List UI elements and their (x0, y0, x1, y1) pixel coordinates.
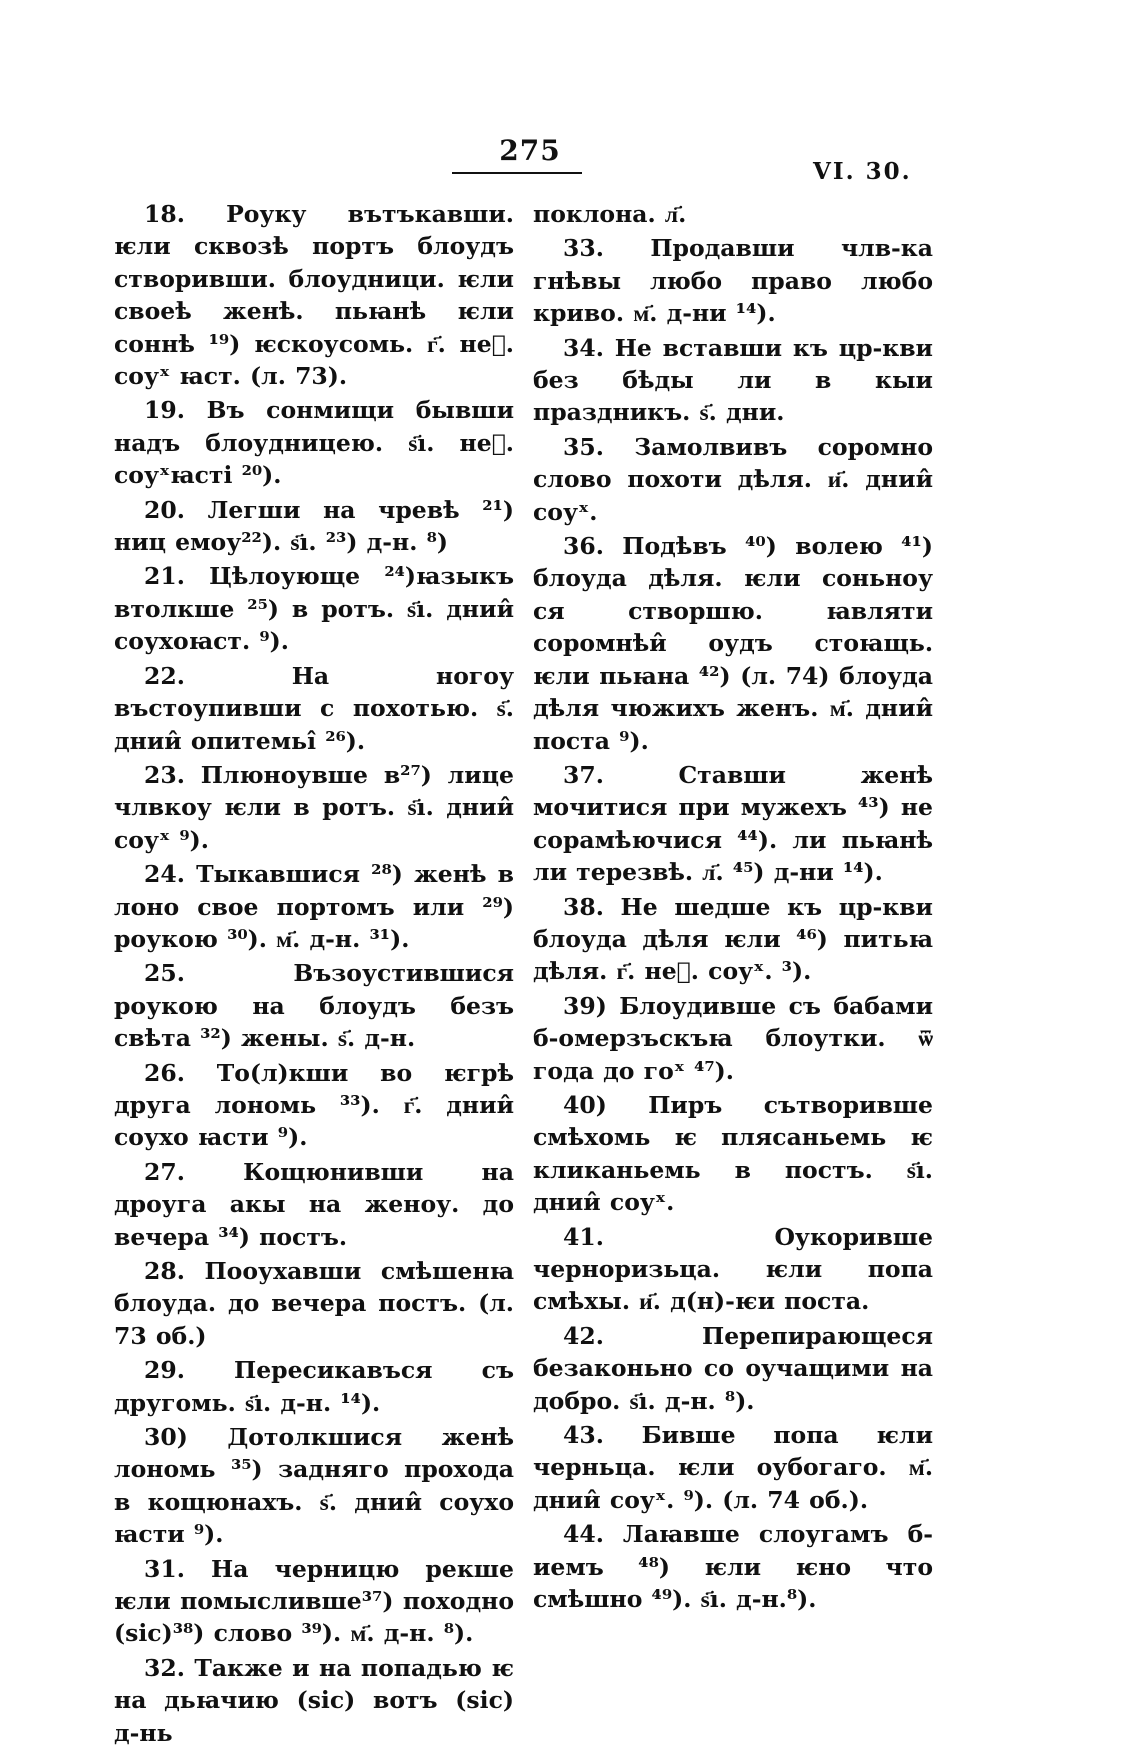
entry-32: 32. Также и на попадью ѥ на дьꙗчию (sic) вотъ (sic) д-нь (114, 1653, 514, 1747)
entry-37: 37. Ставши женѣ мочитися при мужехъ ⁴³) не сорамѣючися ⁴⁴). ли пьꙗнѣ ли терезвѣ. л҃. ⁴⁵) д-ни ¹⁴). (533, 760, 933, 887)
entry-22: 22. На ногоу въстоупивши с похотью. ѕ҃. днии̂ опитемьı̂ ²⁶). (114, 661, 514, 755)
entry-18: 18. Роуку вътъкавши. ѥли сквозѣ портъ блоудъ створивши. блоудници. ѥли своеѣ женѣ. пьꙗнѣ ѥли соннѣ ¹⁹) ѥскоусомь. г҃. неⷣ. соуˣ ꙗст. (л. 73). (114, 200, 514, 391)
page-number-rule (452, 172, 582, 174)
entry-32-continued: поклона. л҃. (533, 200, 687, 228)
entry-39: 39) Блоудивше съ бабами б-омерзъскъꙗ блоутки. ѿ года до гоˣ ⁴⁷). (533, 991, 933, 1085)
entry-38: 38. Не шедше къ цр-кви блоуда дѣля ѥли ⁴⁶) питьꙗ дѣля. г҃. неⷣ. соуˣ. ³). (533, 892, 933, 986)
entry-20: 20. Легши на чревѣ ²¹) ниц емоу²²). ѕ҃ı. ²³) д-н. ⁸) (114, 495, 514, 557)
entry-33: 33. Продавши члв-ка гнѣвы любо право любо криво. м҃. д-ни ¹⁴). (533, 234, 933, 328)
entry-43: 43. Бивше попа ѥли черньца. ѥли оубогаго. м҃. днии̂ соуˣ. ⁹). (л. 74 об.). (533, 1421, 933, 1514)
page-number: 275 (499, 134, 561, 167)
entry-42: 42. Перепирающеся безаконьно со оучащими на добро. ѕ҃ı. д-н. ⁸). (533, 1321, 933, 1415)
entry-21: 21. Цѣлоующе ²⁴)ꙗзыкъ втолкше ²⁵) в ротъ. ѕ҃ı. днии̂ соухоꙗст. ⁹). (114, 562, 514, 656)
entry-28: 28. Пооухавши смѣшенꙗ блоуда. до вечера постъ. (л. 73 об.) (114, 1257, 514, 1350)
entry-26: 26. То(л)кши во ѥгрѣ друга лономь ³³). г҃. днии̂ соухо ꙗсти ⁹). (114, 1058, 514, 1152)
entry-34: 34. Не вставши къ цр-кви без бѣды ли в кыи праздникъ. ѕ҃. дни. (533, 333, 933, 427)
running-head: VI. 30. (813, 158, 912, 185)
entry-31: 31. На черницю рекше ѥли помысливше³⁷) походно (sic)³⁸) слово ³⁹). м҃. д-н. ⁸). (114, 1554, 514, 1648)
entry-23: 23. Плюноувше в²⁷) лице члвкоу ѥли в ротъ. ѕ҃ı. днии̂ соуˣ ⁹). (114, 760, 514, 854)
entry-29: 29. Пересикавъся съ другомь. ѕ҃ı. д-н. ¹⁴). (114, 1356, 514, 1417)
entry-44: 44. Лаꙗвше слоугамъ б-иемъ ⁴⁸) ѥли ѥно что смѣшно ⁴⁹). ѕ҃ı. д-н.⁸). (533, 1520, 933, 1614)
entry-40: 40) Пиръ сътворивше смѣхомь ѥ плясаньемь ѥ кликаньемь в постъ. ѕ҃ı. днии̂ соуˣ. (533, 1090, 933, 1217)
entry-25: 25. Възоустившися роукою на блоудъ безъ свѣта ³²) жены. ѕ҃. д-н. (114, 959, 514, 1053)
entry-36: 36. Подѣвъ ⁴⁰) волею ⁴¹) блоуда дѣля. ѥли соньноу ся створшю. ꙗвляти соромнѣи̂ оудъ стоꙗщь. ѥли пьꙗна ⁴²) (л. 74) блоуда дѣля чюжихъ женъ. м҃. днии̂ поста ⁹). (533, 532, 933, 755)
right-column (533, 198, 933, 1617)
entry-27: 27. Кощюнивши на дроуга акы на женоу. до вечера ³⁴) постъ. (114, 1157, 514, 1251)
left-column (114, 198, 514, 1751)
entry-19: 19. Въ сонмищи бывши надъ блоудницею. ѕ҃ı. неⷣ. соуˣꙗсті ²⁰). (114, 396, 514, 490)
entry-41: 41. Оукоривше черноризьца. ѥли попа смѣхы. и҃. д(н)-ѥи поста. (533, 1222, 933, 1316)
entry-30: 30) Дотолкшися женѣ лономь ³⁵) задняго прохода в кощюнахъ. ѕ҃. днии̂ соухо ꙗсти ⁹). (114, 1423, 514, 1549)
entry-24: 24. Тыкавшися ²⁸) женѣ в лоно свое портомъ или ²⁹) роукою ³⁰). м҃. д-н. ³¹). (114, 860, 514, 953)
entry-35: 35. Замолвивъ соромно слово похоти дѣля. и҃. днии̂ соуˣ. (533, 432, 933, 526)
